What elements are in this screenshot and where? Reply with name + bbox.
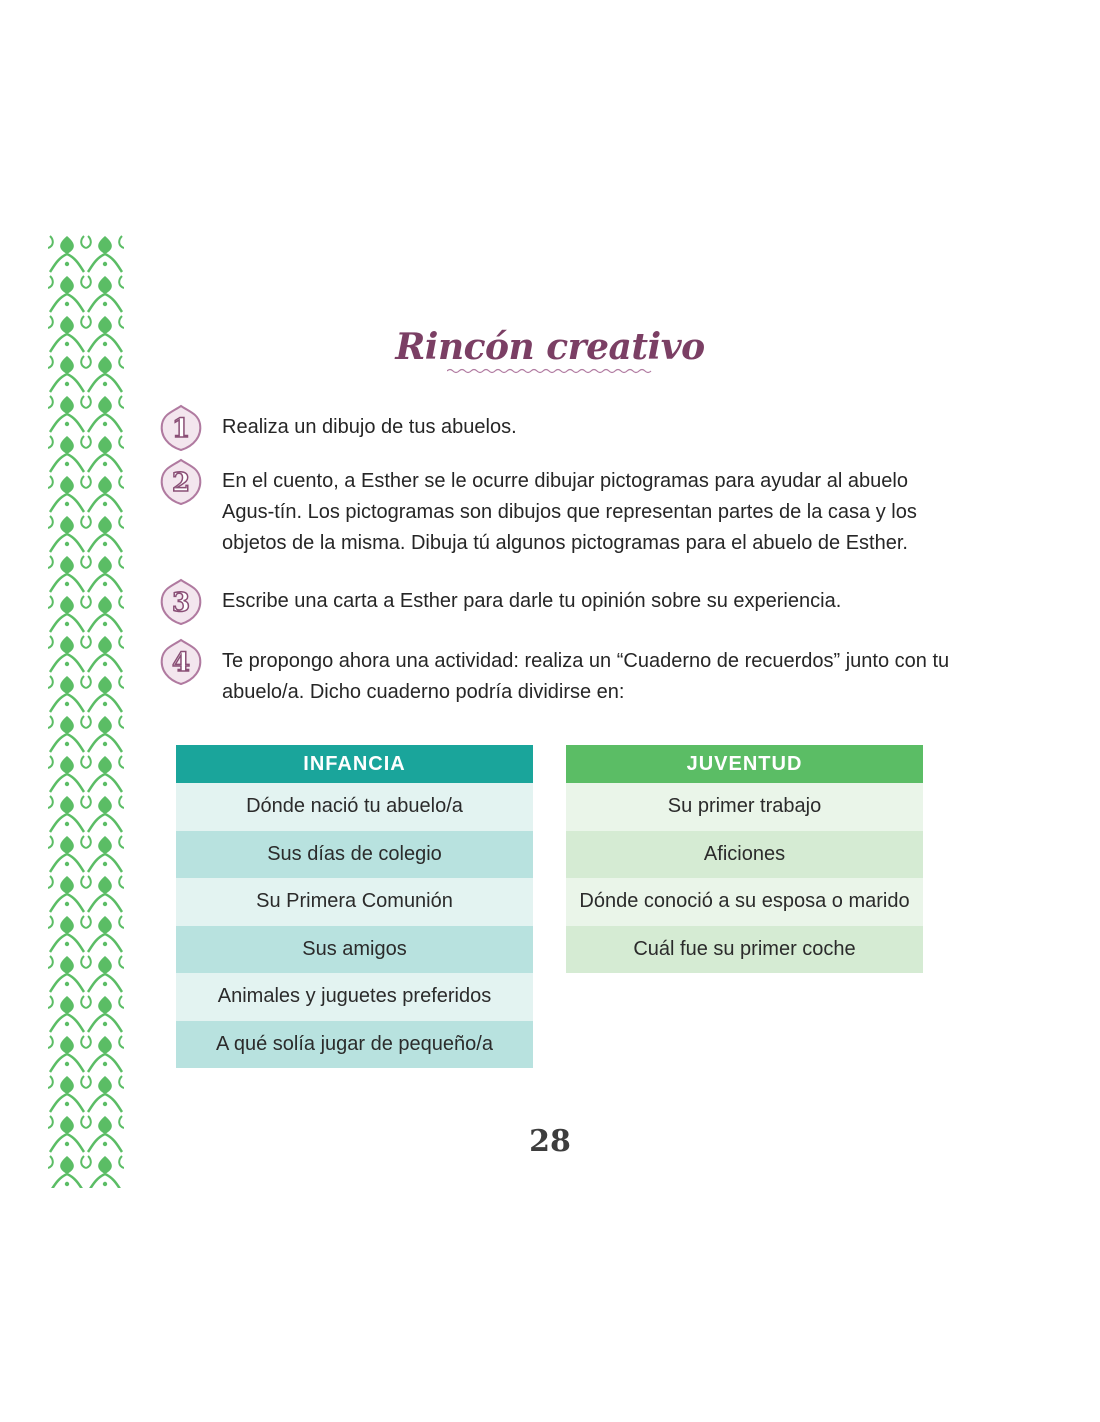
infancia-table — [176, 745, 533, 1068]
activity-text: En el cuento, a Esther se le ocurre dibujar pictogramas para ayudar al abuelo Agus-tín. Los pictogramas son dibujos que representan partes de la casa y los objetos de la misma. Dibuja tú algunos pictogramas para el abuelo de Esther. — [222, 470, 917, 554]
table-row: Su Primera Comunión — [176, 878, 533, 926]
svg-text:2: 2 — [171, 468, 191, 498]
infancia-header: INFANCIA — [176, 745, 533, 783]
page-number: 28 — [529, 1124, 571, 1159]
floral-border-pattern — [48, 234, 124, 1188]
svg-text:4: 4 — [171, 648, 191, 678]
juventud-header: JUVENTUD — [566, 745, 923, 783]
number-badge-icon — [158, 638, 204, 686]
table-row: Dónde conoció a su esposa o marido — [566, 878, 923, 926]
number-badge-icon — [158, 458, 204, 506]
activity-text: Escribe una carta a Esther para darle tu opinión sobre su experiencia. — [222, 590, 842, 612]
table-row: Aficiones — [566, 831, 923, 879]
juventud-table — [566, 745, 923, 973]
page-title: Rincón creativo — [395, 326, 705, 368]
number-badge-icon — [158, 404, 204, 452]
table-row: Dónde nació tu abuelo/a — [176, 783, 533, 831]
table-row: Sus amigos — [176, 926, 533, 974]
svg-text:1: 1 — [171, 414, 191, 444]
svg-text:3: 3 — [171, 588, 191, 618]
table-row: A qué solía jugar de pequeño/a — [176, 1021, 533, 1069]
activity-text: Te propongo ahora una actividad: realiza un “Cuaderno de recuerdos” junto con tu abuelo/a. Dicho cuaderno podría dividirse en: — [222, 650, 950, 703]
table-row: Sus días de colegio — [176, 831, 533, 879]
title-underline-decoration — [447, 368, 653, 374]
table-row: Cuál fue su primer coche — [566, 926, 923, 974]
number-badge-icon — [158, 578, 204, 626]
table-row: Su primer trabajo — [566, 783, 923, 831]
activity-text: Realiza un dibujo de tus abuelos. — [222, 416, 517, 438]
table-row: Animales y juguetes preferidos — [176, 973, 533, 1021]
